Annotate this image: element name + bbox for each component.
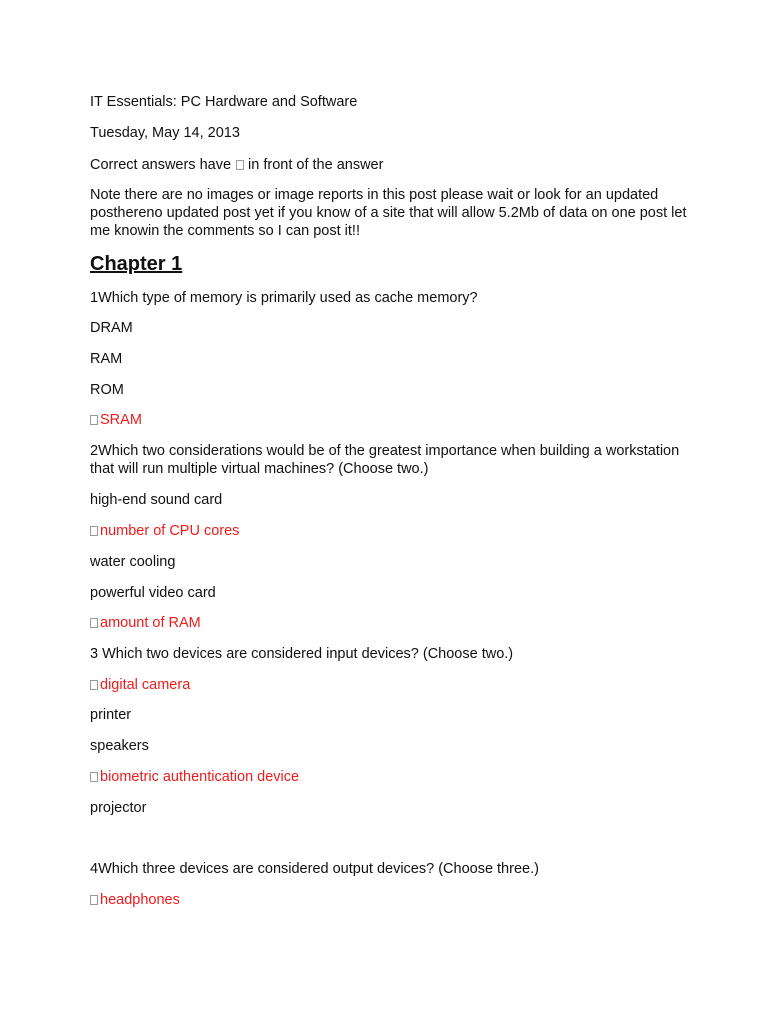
checkbox-glyph-icon xyxy=(90,526,98,536)
question-text: 1Which type of memory is primarily used as cache memory? xyxy=(90,290,478,306)
answer-option: DRAM xyxy=(90,320,133,336)
answer-option-label: biometric authentication device xyxy=(100,769,300,785)
correct-answer-option xyxy=(90,768,299,786)
answer-option-label: digital camera xyxy=(100,677,191,693)
answer-option-label: number of CPU cores xyxy=(100,523,240,539)
post-date: Tuesday, May 14, 2013 xyxy=(90,125,240,141)
question-text: 2Which two considerations would be of the greatest importance when building a workstation that will run multiple virtual machines? (Choose two.) xyxy=(90,443,680,477)
answer-option-label: amount of RAM xyxy=(100,615,201,631)
checkbox-glyph-icon xyxy=(90,895,98,905)
correct-answer-option xyxy=(90,411,142,429)
checkbox-glyph-icon xyxy=(90,415,98,425)
answer-option: projector xyxy=(90,800,147,816)
answer-option-label: SRAM xyxy=(100,412,142,428)
question-text: 4Which three devices are considered output devices? (Choose three.) xyxy=(90,861,539,877)
answer-option: high-end sound card xyxy=(90,492,223,508)
checkbox-glyph-icon xyxy=(90,772,98,782)
answer-legend-before: Correct answers have xyxy=(90,157,232,173)
answer-legend xyxy=(90,156,383,174)
note-paragraph: Note there are no images or image reports in this post please wait or look for an updated posthereno updated post yet if you know of a site that will allow 5.2Mb of data on one post let me knowin the comments so I can post it!! xyxy=(90,187,687,239)
correct-answer-option xyxy=(90,676,190,694)
checkbox-glyph-icon xyxy=(236,160,244,170)
question-text: 3 Which two devices are considered input devices? (Choose two.) xyxy=(90,646,514,662)
answer-option: printer xyxy=(90,707,132,723)
document-title: IT Essentials: PC Hardware and Software xyxy=(90,94,358,110)
answer-option: speakers xyxy=(90,738,149,754)
checkbox-glyph-icon xyxy=(90,680,98,690)
answer-option: powerful video card xyxy=(90,585,216,601)
correct-answer-option xyxy=(90,522,239,540)
answer-option-label: headphones xyxy=(100,892,180,908)
correct-answer-option xyxy=(90,614,201,632)
answer-option: RAM xyxy=(90,351,123,367)
answer-legend-after: in front of the answer xyxy=(248,157,384,173)
checkbox-glyph-icon xyxy=(90,618,98,628)
chapter-heading: Chapter 1 xyxy=(90,253,183,275)
answer-option: water cooling xyxy=(90,554,176,570)
correct-answer-option xyxy=(90,891,180,909)
answer-option: ROM xyxy=(90,382,124,398)
